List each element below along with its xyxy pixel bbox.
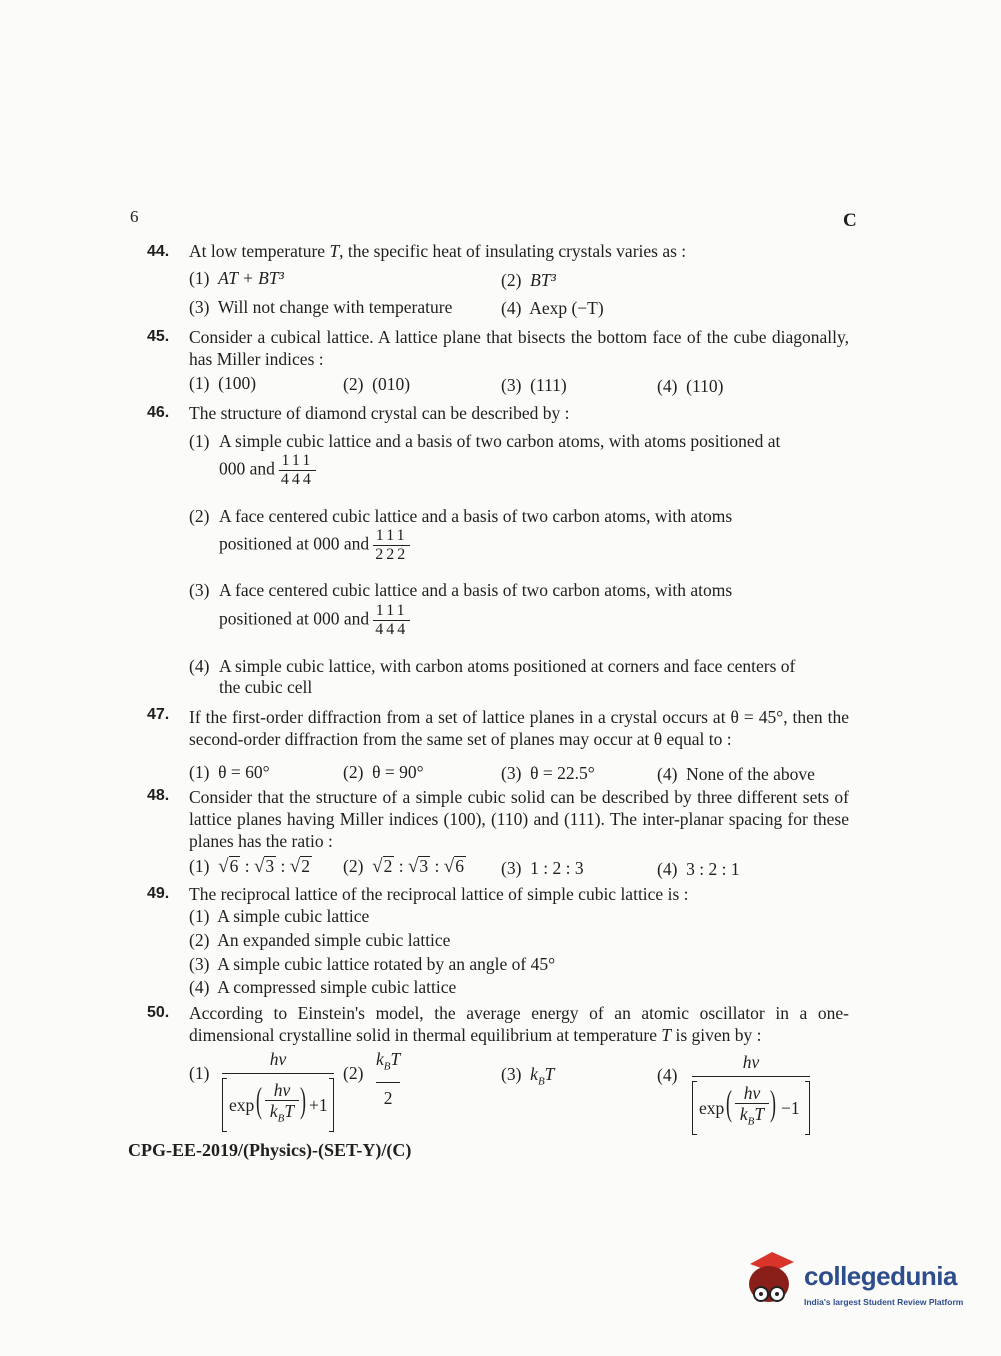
question-number: 47. xyxy=(147,706,170,723)
option-2: (2) An expanded simple cubic lattice xyxy=(189,930,451,950)
question-text: If the first-order diffraction from a set of lattice planes in a crystal occurs at θ = 45°, then the second-order diffraction from the same set of planes may occur at θ equal to : xyxy=(189,707,849,749)
option-1: (1) θ = 60° xyxy=(189,762,270,782)
question-number: 45. xyxy=(147,328,170,345)
exam-code-footer: CPG-EE-2019/(Physics)-(SET-Y)/(C) xyxy=(128,1140,412,1160)
option-4: (4) (110) xyxy=(657,376,724,396)
fraction: $\frac{111}{222}$ xyxy=(375,527,409,563)
option-2-cont: positioned at 000 and $\frac{111}{222}$ xyxy=(219,527,409,563)
option-1: (1) (100) xyxy=(189,373,257,393)
option-2-label: (2) xyxy=(343,1063,364,1083)
fraction: $\frac{111}{444}$ xyxy=(280,452,314,488)
option-2: (2) θ = 90° xyxy=(343,762,424,782)
question-text: According to Einstein's model, the average energy of an atomic oscillator in a one-dimensional crystalline solid in thermal equilibrium at temperature T is given by : xyxy=(189,1003,849,1045)
option-2: (2) xyxy=(189,506,210,526)
option-1: (1) √6 : √3 : √2 xyxy=(189,856,310,877)
option-3: (3) θ = 22.5° xyxy=(501,763,595,783)
set-code: C xyxy=(843,210,857,231)
option-4: (4) xyxy=(189,656,210,676)
option-3: (3) 1 : 2 : 3 xyxy=(501,858,584,878)
fraction: $\frac{111}{444}$ xyxy=(375,602,409,638)
mascot-icon xyxy=(742,1248,802,1318)
option-3: (3) A simple cubic lattice rotated by an angle of 45° xyxy=(189,954,556,974)
question-number: 44. xyxy=(147,243,170,260)
option-4-label: (4) xyxy=(657,1065,678,1085)
option-4: (4) None of the above xyxy=(657,764,815,784)
question-number: 49. xyxy=(147,885,170,902)
option-3: (3) xyxy=(189,580,210,600)
question-text: Consider a cubical lattice. A lattice plane that bisects the bottom face of the cube diagonally, has Miller indices : xyxy=(189,327,849,369)
option-3: (3) (111) xyxy=(501,375,567,395)
option-1: (1) AT + BT³ xyxy=(189,268,284,288)
question-number: 48. xyxy=(147,787,170,804)
question-number: 46. xyxy=(147,404,170,421)
option-4-formula: hv exp ( hv $k_BT$ ) −1 xyxy=(692,1051,810,1135)
brand-tagline: India's largest Student Review Platform xyxy=(804,1297,964,1307)
brand-name: collegedunia xyxy=(804,1261,957,1291)
question-text: The structure of diamond crystal can be described by : xyxy=(189,403,570,423)
collegedunia-logo xyxy=(742,1248,972,1318)
option-4: (4) 3 : 2 : 1 xyxy=(657,859,740,879)
option-3: (3) Will not change with temperature xyxy=(189,297,453,317)
option-1: (1) xyxy=(189,431,210,451)
option-2: (2) (010) xyxy=(343,374,411,394)
option-4: (4) Aexp (−T) xyxy=(501,298,604,318)
option-2: (2) BT³ xyxy=(501,270,556,290)
question-number: 50. xyxy=(147,1004,170,1021)
question-text: Consider that the structure of a simple cubic solid can be described by three different sets of lattice planes having Miller indices (100), (110) and (111). The inter-planar spacing for these planes has the ratio : xyxy=(189,787,849,851)
option-1-formula: hv exp ( hv $k_BT$ ) +1 xyxy=(222,1048,334,1132)
option-1-label: (1) xyxy=(189,1063,210,1083)
question-text: At low temperature T, the specific heat of insulating crystals varies as : xyxy=(189,241,687,261)
question-text: The reciprocal lattice of the reciprocal lattice of simple cubic lattice is : xyxy=(189,884,689,904)
option-3: (3) $k_BT$ xyxy=(501,1064,555,1088)
option-3-cont: positioned at 000 and $\frac{111}{444}$ xyxy=(219,602,409,638)
option-4: (4) A compressed simple cubic lattice xyxy=(189,977,457,997)
option-2: (2) √2 : √3 : √6 xyxy=(343,856,464,877)
option-1: (1) A simple cubic lattice xyxy=(189,906,370,926)
page-number: 6 xyxy=(130,207,139,226)
option-2-formula: $k_BT$ 2 xyxy=(376,1049,401,1108)
option-1-cont: 000 and $\frac{111}{444}$ xyxy=(219,452,314,488)
